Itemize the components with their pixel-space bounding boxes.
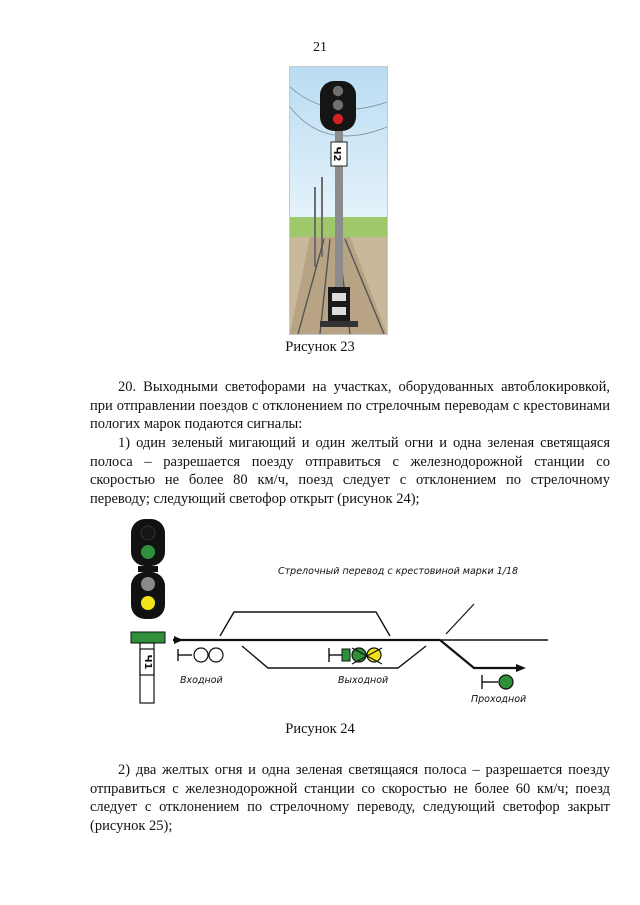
- block-signal-label: Проходной: [471, 694, 527, 705]
- entry-signal-label: Входной: [180, 675, 223, 686]
- green-light-strip: [131, 632, 165, 643]
- exit-signal-label: Выходной: [338, 675, 389, 686]
- item-1: [90, 434, 610, 508]
- switch-label: Стрелочный перевод с крестовиной марки 1/18: [278, 566, 519, 577]
- item-2: [90, 761, 610, 835]
- figure-24-diagram: [128, 516, 548, 706]
- fig24-plate-text: Ч1: [142, 654, 153, 670]
- item-1-text: 1) один зеленый мигающий и один желтый огни и одна зеленая светящаяся полоса – разрешается поезду отправиться с железнодорожной станции со скоростью не более 80 км/ч, поезд следует с отклонением по стрелочному переводу; следующий светофор открыт (рисунок 24);: [90, 435, 610, 507]
- paragraph-20: [90, 378, 610, 434]
- item-2-text: 2) два желтых огня и одна зеленая светящаяся полоса – разрешается поезду отправиться с железнодорожной станции со скоростью не более 60 км/ч; поезд следует с отклонением по стрелочному переводу, следующий светофор закрыт (рисунок 25);: [90, 762, 610, 834]
- yellow-lamp: [141, 596, 155, 610]
- figure-24-caption: Рисунок 24: [285, 721, 355, 737]
- figure-23-caption: Рисунок 23: [285, 339, 355, 355]
- block-signal-green-lamp: [499, 675, 513, 689]
- figure-23-illustration: [289, 66, 388, 335]
- page-number: 21: [313, 40, 327, 55]
- green-flashing-lamp: [141, 545, 155, 559]
- fig23-plate-text: Ч2: [331, 146, 342, 162]
- paragraph-20-text: 20. Выходными светофорами на участках, оборудованных автоблокировкой, при отправлении поездов с отклонением по стрелочным переводам с крестовинами пологих марок подаются сигналы:: [90, 379, 610, 433]
